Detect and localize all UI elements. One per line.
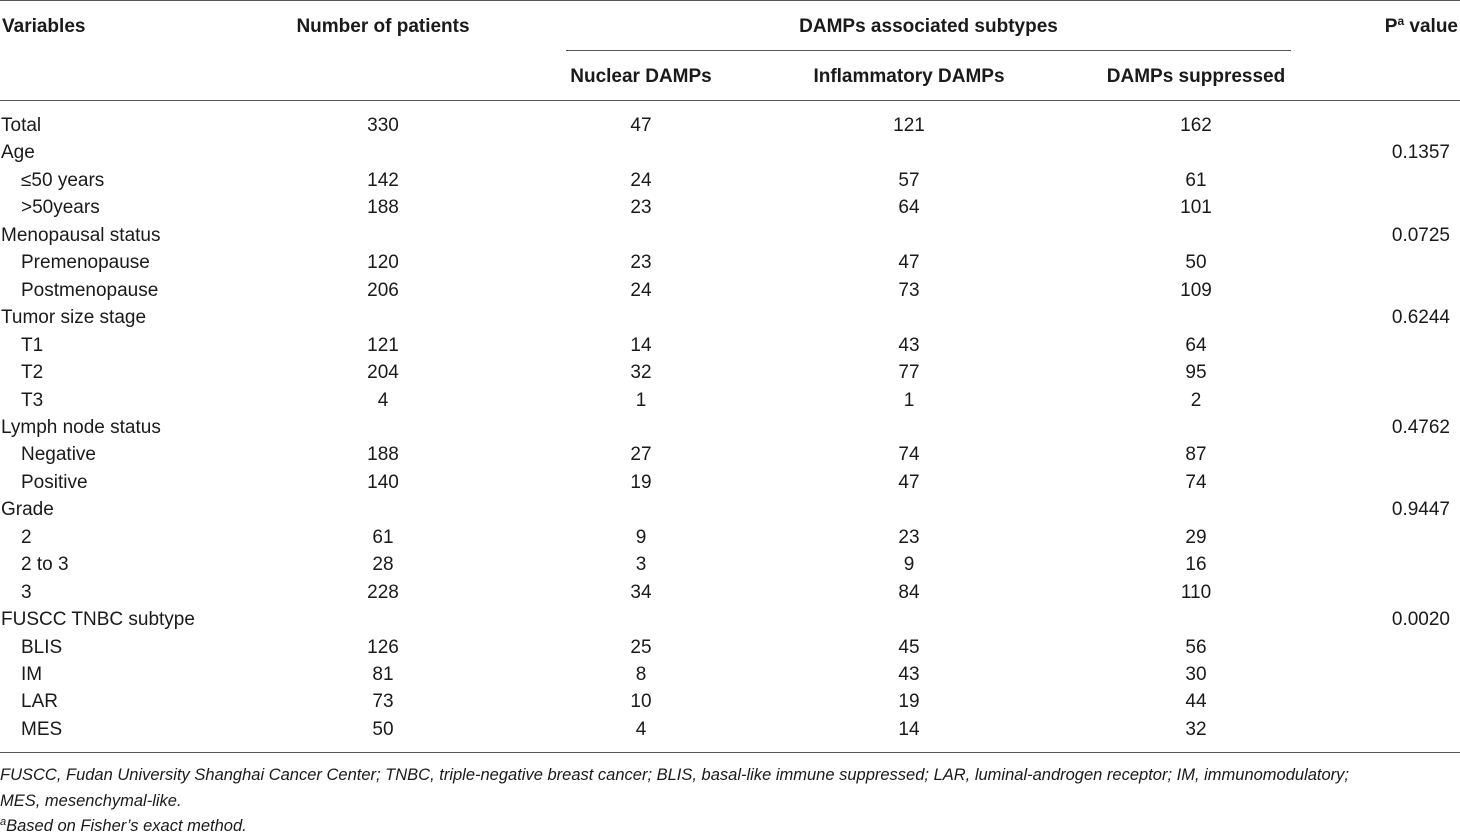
table-top-rule: [0, 0, 1460, 1]
row-category-label: Grade: [1, 499, 54, 520]
cell-n: 142: [367, 170, 399, 191]
header-nuclear-damps: Nuclear DAMPs: [570, 66, 712, 87]
cell-inflammatory: 1: [903, 390, 915, 411]
cell-nuclear: 27: [630, 444, 652, 465]
row-sublabel: Premenopause: [21, 252, 150, 273]
row-category-label: FUSCC TNBC subtype: [1, 609, 195, 630]
header-inflammatory-damps: Inflammatory DAMPs: [813, 66, 1005, 87]
cell-inflammatory: 43: [898, 664, 920, 685]
cell-nuclear: 19: [630, 472, 652, 493]
header-damps-group: DAMPs associated subtypes: [799, 16, 1058, 37]
row-sublabel: ≤50 years: [21, 170, 105, 191]
cell-n: 204: [367, 362, 399, 383]
cell-inflammatory: 47: [898, 472, 920, 493]
cell-suppressed: 61: [1185, 170, 1207, 191]
row-sublabel: 3: [21, 582, 32, 603]
cell-suppressed: 2: [1190, 390, 1202, 411]
cell-nuclear: 32: [630, 362, 652, 383]
cell-n: 228: [367, 582, 399, 603]
row-sublabel: T2: [21, 362, 44, 383]
cell-n: 50: [372, 719, 394, 740]
cell-inflammatory: 57: [898, 170, 920, 191]
cell-nuclear: 3: [635, 554, 647, 575]
cell-nuclear: 23: [630, 197, 652, 218]
cell-n: 61: [372, 527, 394, 548]
row-category-label: Total: [1, 115, 42, 136]
row-sublabel: BLIS: [21, 637, 63, 658]
cell-suppressed: 44: [1185, 691, 1207, 712]
cell-n: 28: [372, 554, 394, 575]
cell-nuclear: 10: [630, 691, 652, 712]
cell-inflammatory: 74: [898, 444, 920, 465]
cell-n: 121: [367, 335, 399, 356]
cell-n: 188: [367, 197, 399, 218]
group-header-rule: [566, 50, 1291, 51]
cell-suppressed: 16: [1185, 554, 1207, 575]
cell-n: 73: [372, 691, 394, 712]
cell-nuclear: 4: [635, 719, 647, 740]
header-bottom-rule: [0, 100, 1460, 101]
footnote-abbreviations-line1: FUSCC, Fudan University Shanghai Cancer Center; TNBC, triple-negative breast cancer; BLIS, basal-like immune suppressed; LAR, luminal-androgen receptor; IM, immunomodulatory;: [0, 766, 1350, 784]
cell-inflammatory: 77: [898, 362, 920, 383]
cell-suppressed: 32: [1185, 719, 1207, 740]
cell-suppressed: 50: [1185, 252, 1207, 273]
cell-inflammatory: 9: [903, 554, 915, 575]
header-number-of-patients: Number of patients: [296, 16, 470, 37]
cell-nuclear: 23: [630, 252, 652, 273]
cell-nuclear: 47: [630, 115, 652, 136]
cell-suppressed: 162: [1180, 115, 1212, 136]
cell-p-value: 0.1357: [1391, 142, 1450, 163]
row-category-label: Lymph node status: [1, 417, 161, 438]
cell-p-value: 0.9447: [1391, 499, 1450, 520]
row-category-label: Tumor size stage: [1, 307, 147, 328]
cell-n: 126: [367, 637, 399, 658]
footnote-abbreviations-line2: MES, mesenchymal-like.: [0, 792, 182, 810]
cell-inflammatory: 64: [898, 197, 920, 218]
row-category-label: Age: [1, 142, 35, 163]
cell-nuclear: 8: [635, 664, 647, 685]
cell-suppressed: 87: [1185, 444, 1207, 465]
cell-n: 4: [377, 390, 389, 411]
row-sublabel: MES: [21, 719, 63, 740]
cell-p-value: 0.0725: [1391, 225, 1450, 246]
header-variables: Variables: [2, 16, 86, 37]
row-sublabel: T3: [21, 390, 44, 411]
cell-n: 188: [367, 444, 399, 465]
cell-inflammatory: 47: [898, 252, 920, 273]
cell-inflammatory: 121: [893, 115, 925, 136]
row-sublabel: LAR: [21, 691, 58, 712]
cell-nuclear: 25: [630, 637, 652, 658]
cell-n: 140: [367, 472, 399, 493]
row-sublabel: Postmenopause: [21, 280, 159, 301]
row-sublabel: Positive: [21, 472, 88, 493]
cell-suppressed: 95: [1185, 362, 1207, 383]
cell-p-value: 0.4762: [1391, 417, 1450, 438]
cell-suppressed: 109: [1180, 280, 1212, 301]
cell-suppressed: 30: [1185, 664, 1207, 685]
cell-suppressed: 56: [1185, 637, 1207, 658]
row-sublabel: 2: [21, 527, 32, 548]
cell-nuclear: 14: [630, 335, 652, 356]
cell-n: 120: [367, 252, 399, 273]
cell-n: 330: [367, 115, 399, 136]
cell-p-value: 0.0020: [1391, 609, 1450, 630]
footnote-fisher-method: $^a$Based on Fisher’s exact method.: [0, 816, 247, 835]
cell-nuclear: 1: [635, 390, 647, 411]
cell-inflammatory: 43: [898, 335, 920, 356]
row-sublabel: Negative: [21, 444, 96, 465]
cell-inflammatory: 23: [898, 527, 920, 548]
cell-inflammatory: 14: [898, 719, 920, 740]
row-sublabel: T1: [21, 335, 44, 356]
cell-suppressed: 29: [1185, 527, 1207, 548]
cell-nuclear: 24: [630, 280, 652, 301]
cell-p-value: 0.6244: [1391, 307, 1450, 328]
cell-nuclear: 24: [630, 170, 652, 191]
cell-suppressed: 101: [1180, 197, 1212, 218]
cell-suppressed: 74: [1185, 472, 1207, 493]
header-damps-suppressed: DAMPs suppressed: [1106, 66, 1286, 87]
cell-inflammatory: 19: [898, 691, 920, 712]
header-p-value: $P^a$ value: [1384, 14, 1458, 37]
cell-suppressed: 64: [1185, 335, 1207, 356]
cell-n: 206: [367, 280, 399, 301]
row-sublabel: IM: [21, 664, 43, 685]
row-category-label: Menopausal status: [1, 225, 161, 246]
cell-nuclear: 9: [635, 527, 647, 548]
table-bottom-rule: [0, 752, 1460, 753]
cell-inflammatory: 73: [898, 280, 920, 301]
row-sublabel: >50years: [21, 197, 100, 218]
cell-n: 81: [372, 664, 394, 685]
cell-nuclear: 34: [630, 582, 652, 603]
cell-suppressed: 110: [1180, 582, 1212, 603]
cell-inflammatory: 84: [898, 582, 920, 603]
cell-inflammatory: 45: [898, 637, 920, 658]
row-sublabel: 2 to 3: [21, 554, 69, 575]
